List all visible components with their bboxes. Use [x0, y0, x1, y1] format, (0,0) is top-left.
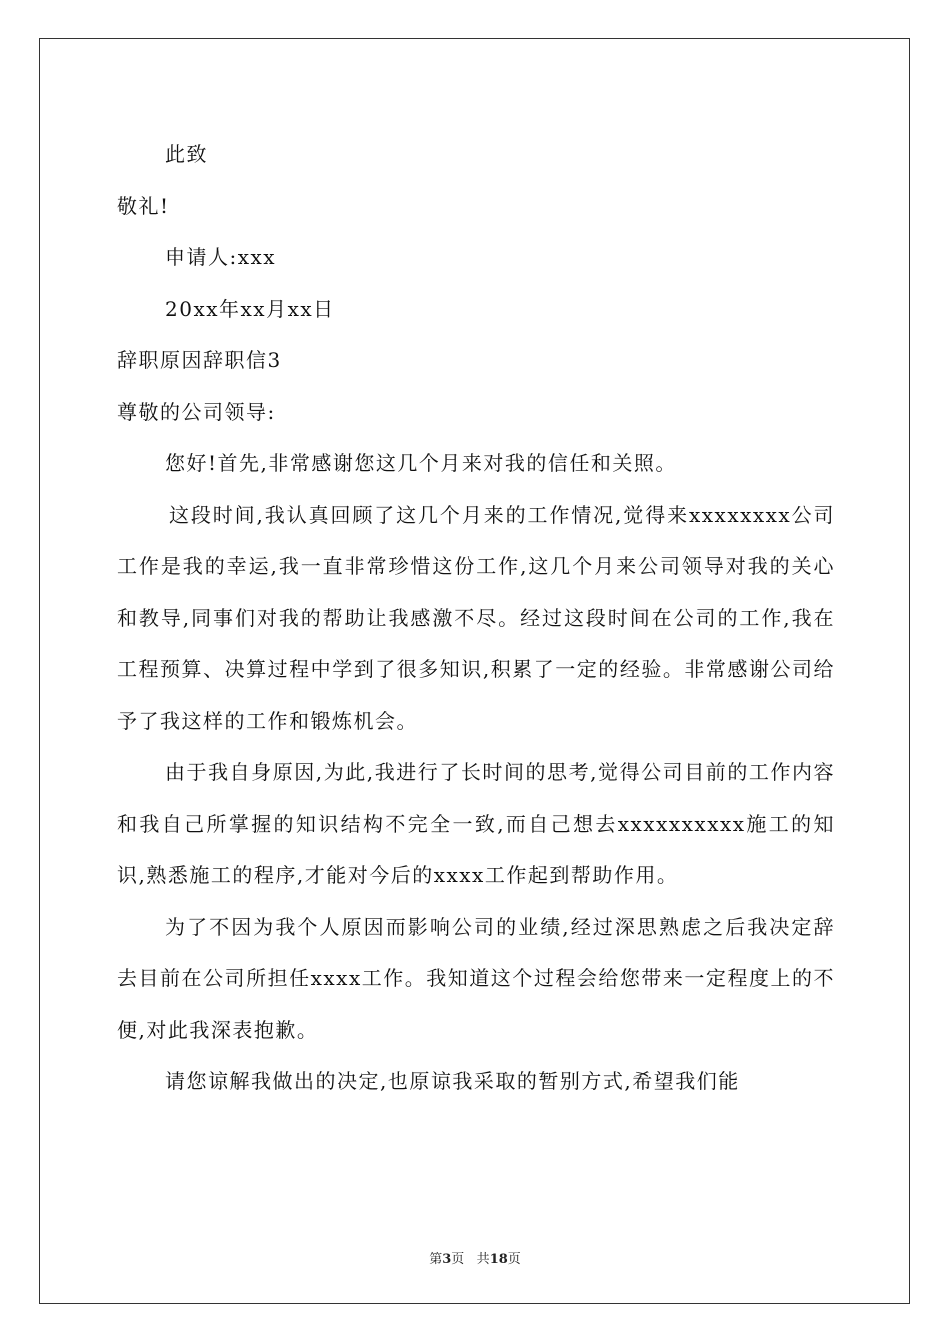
section-title: 辞职原因辞职信3 [117, 348, 282, 372]
paragraph-5: 请您谅解我做出的决定,也原谅我采取的暂别方式,希望我们能 [165, 1069, 740, 1093]
paragraph-3: 由于我自身原因,为此,我进行了长时间的思考,觉得公司目前的工作内容和我自己所掌握的知识结构不完全一致,而自己想去xxxxxxxxxx施工的知识,熟悉施工的程序,才能对今后的xxxx工作起到帮助作用。 [117, 760, 835, 887]
date-line: 20xx年xx月xx日 [165, 296, 335, 321]
paragraph-1: 您好!首先,非常感谢您这几个月来对我的信任和关照。 [165, 451, 677, 475]
salutation: 尊敬的公司领导: [117, 399, 276, 424]
footer-current-page: 3 [442, 1252, 452, 1267]
document-body [117, 129, 835, 1108]
footer-prefix: 第 [429, 1252, 443, 1267]
applicant-line: 申请人:xxx [165, 245, 277, 269]
paragraph-2: 这段时间,我认真回顾了这几个月来的工作情况,觉得来xxxxxxxx公司工作是我的幸运,我一直非常珍惜这份工作,这几个月来公司领导对我的关心和教导,同事们对我的帮助让我感激不尽。经过这段时间在公司的工作,我在工程预算、决算过程中学到了很多知识,积累了一定的经验。非常感谢公司给予了我这样的工作和锻炼机会。 [117, 502, 835, 733]
footer-total-prefix: 共 [476, 1252, 490, 1267]
footer-total-pages: 18 [489, 1252, 508, 1267]
closing-line-1: 此致 [165, 142, 208, 166]
page-footer [0, 1248, 950, 1267]
footer-page-suffix: 页 [451, 1252, 465, 1267]
closing-line-2: 敬礼! [117, 193, 170, 218]
paragraph-4: 为了不因为我个人原因而影响公司的业绩,经过深思熟虑之后我决定辞去目前在公司所担任xxxx工作。我知道这个过程会给您带来一定程度上的不便,对此我深表抱歉。 [117, 914, 835, 1042]
footer-total-suffix: 页 [507, 1252, 521, 1267]
